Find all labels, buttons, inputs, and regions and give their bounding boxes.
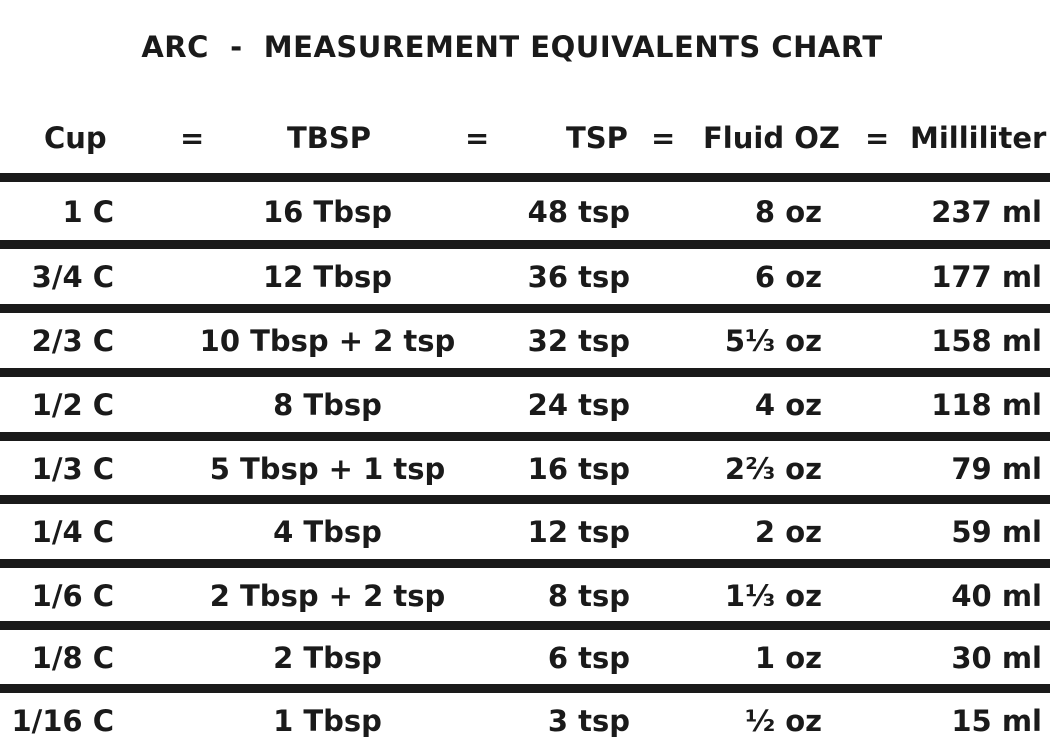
cell-tsp: 24 tsp — [527, 388, 630, 422]
cell-cup: 1/2 C — [31, 388, 114, 422]
cell-tbsp: 16 Tbsp — [262, 195, 392, 229]
cell-tsp: 48 tsp — [527, 195, 630, 229]
cell-tbsp: 2 Tbsp + 2 tsp — [209, 579, 446, 613]
cell-tsp: 6 tsp — [547, 641, 630, 675]
table-row — [0, 184, 1050, 240]
cell-milliliter: 15 ml — [951, 704, 1042, 738]
cell-fluid-oz: 6 oz — [754, 260, 822, 294]
cell-tbsp: 2 Tbsp — [273, 641, 382, 675]
cell-milliliter: 30 ml — [951, 641, 1042, 675]
header-tsp: TSP — [566, 121, 628, 155]
cell-tbsp: 5 Tbsp + 1 tsp — [209, 452, 446, 486]
row-divider — [0, 559, 1050, 568]
header-equals-sign: = — [651, 121, 676, 155]
cell-tsp: 36 tsp — [527, 260, 630, 294]
table-row — [0, 249, 1050, 305]
cell-cup: 1/16 C — [11, 704, 114, 738]
table-row — [0, 504, 1050, 560]
row-divider — [0, 368, 1050, 377]
header-cup: Cup — [44, 121, 107, 155]
cell-fluid-oz: 1⅓ oz — [724, 579, 822, 613]
header-equals-sign: = — [865, 121, 890, 155]
cell-milliliter: 79 ml — [951, 452, 1042, 486]
cell-fluid-oz: 1 oz — [754, 641, 822, 675]
header-milliliter: Milliliter — [910, 121, 1047, 155]
table-header — [0, 118, 1050, 158]
cell-fluid-oz: 8 oz — [754, 195, 822, 229]
table-row — [0, 313, 1050, 369]
table-row — [0, 377, 1050, 433]
cell-cup: 1/4 C — [31, 515, 114, 549]
header-equals-sign: = — [465, 121, 490, 155]
cell-fluid-oz: 4 oz — [754, 388, 822, 422]
cell-milliliter: 237 ml — [931, 195, 1042, 229]
cell-cup: 1/8 C — [31, 641, 114, 675]
cell-fluid-oz: ½ oz — [745, 704, 822, 738]
cell-milliliter: 177 ml — [931, 260, 1042, 294]
row-divider — [0, 684, 1050, 693]
table-row — [0, 630, 1050, 686]
row-divider — [0, 432, 1050, 441]
header-tbsp: TBSP — [287, 121, 372, 155]
header-equals-sign: = — [180, 121, 205, 155]
table-row — [0, 693, 1050, 749]
cell-tsp: 3 tsp — [547, 704, 630, 738]
cell-fluid-oz: 2 oz — [754, 515, 822, 549]
cell-cup: 1/3 C — [31, 452, 114, 486]
table-row — [0, 441, 1050, 497]
page-title: ARC - MEASUREMENT EQUIVALENTS CHART — [141, 30, 883, 64]
cell-tsp: 16 tsp — [527, 452, 630, 486]
cell-tsp: 12 tsp — [527, 515, 630, 549]
cell-milliliter: 59 ml — [951, 515, 1042, 549]
cell-cup: 2/3 C — [31, 324, 114, 358]
row-divider — [0, 304, 1050, 313]
cell-cup: 3/4 C — [31, 260, 114, 294]
cell-tbsp: 10 Tbsp + 2 tsp — [199, 324, 456, 358]
cell-tsp: 32 tsp — [527, 324, 630, 358]
row-divider — [0, 621, 1050, 630]
cell-tbsp: 4 Tbsp — [273, 515, 382, 549]
row-divider — [0, 240, 1050, 249]
cell-tbsp: 1 Tbsp — [273, 704, 382, 738]
cell-tsp: 8 tsp — [547, 579, 630, 613]
header-fluid-oz: Fluid OZ — [703, 121, 840, 155]
row-divider — [0, 173, 1050, 182]
cell-tbsp: 12 Tbsp — [262, 260, 392, 294]
cell-cup: 1 C — [62, 195, 114, 229]
cell-fluid-oz: 5⅓ oz — [724, 324, 822, 358]
cell-milliliter: 118 ml — [931, 388, 1042, 422]
table-row — [0, 568, 1050, 624]
cell-milliliter: 40 ml — [951, 579, 1042, 613]
cell-cup: 1/6 C — [31, 579, 114, 613]
cell-milliliter: 158 ml — [931, 324, 1042, 358]
cell-fluid-oz: 2⅔ oz — [724, 452, 822, 486]
cell-tbsp: 8 Tbsp — [273, 388, 382, 422]
row-divider — [0, 495, 1050, 504]
